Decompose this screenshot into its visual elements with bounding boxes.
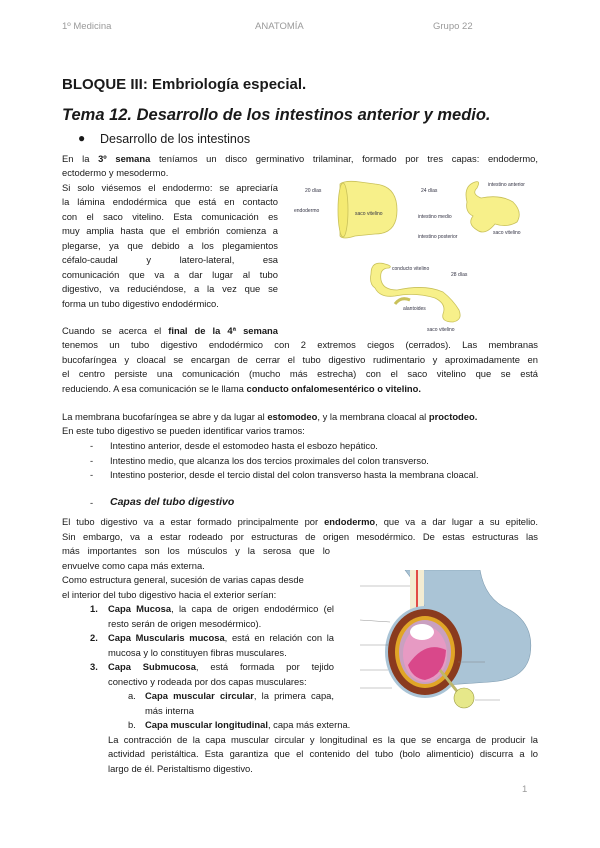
col-line: céfalo-caudal y latero-lateral, esa	[62, 254, 278, 265]
fig-label: 24 días	[421, 188, 438, 194]
yolk-sac-20d	[340, 181, 397, 238]
fig-label: 20 días	[305, 188, 322, 194]
subsection-heading: Capas del tubo digestivo	[110, 496, 235, 508]
text: , capa más externa.	[267, 719, 351, 730]
emphasis: Capa muscular longitudinal	[145, 719, 268, 730]
layer-item-cont: resto serán de origen mesodérmico).	[108, 618, 262, 629]
col-line: plegarse, ya que debido a los plegamientos	[62, 240, 278, 251]
list-letter: b.	[128, 719, 136, 730]
closing-line: largo de él. Peristaltismo digestivo.	[108, 763, 253, 774]
gut-wall-figure	[360, 570, 550, 710]
gland	[454, 688, 474, 708]
block-title: BLOQUE III: Embriología especial.	[62, 76, 307, 93]
text: En la	[62, 153, 99, 164]
text: reduciendo. A esa comunicación se le llama	[62, 383, 247, 394]
embryo-24d	[466, 182, 519, 232]
list-number: 2.	[90, 632, 98, 643]
text: El tubo digestivo va a estar formado principalmente por	[62, 516, 325, 527]
intro-line	[62, 153, 538, 165]
list-item: Intestino medio, que alcanza los dos tercios proximales del colon transverso.	[110, 455, 429, 466]
list-number: 3.	[90, 661, 98, 672]
emphasis: final de la 4ª semana	[168, 325, 278, 336]
dash-marker: -	[90, 469, 94, 480]
para-line: En este tubo digestivo se pueden identificar varios tramos:	[62, 425, 305, 436]
para-line	[62, 411, 477, 423]
text: , la primera capa,	[253, 690, 334, 701]
col-line: muy amplia hasta que el embrión comienza a	[62, 225, 278, 236]
emphasis: Capa Mucosa	[108, 603, 172, 614]
fig-label: saco vitelino	[427, 327, 455, 333]
header-group: Grupo 22	[433, 21, 473, 32]
fig-label: conducto vitelino	[392, 266, 430, 272]
para-line	[62, 383, 421, 395]
emphasis: Capa Submucosa	[108, 661, 196, 672]
para-line	[62, 516, 538, 528]
text: , está formada por tejido	[195, 661, 334, 672]
layer-item-cont: conectivo y rodeada por dos capas musculares:	[108, 676, 307, 687]
emphasis: Capa Muscularis mucosa	[108, 632, 225, 643]
text: , y la membrana cloacal al	[317, 411, 429, 422]
fig-label: saco vitelino	[493, 230, 521, 236]
para-line: bucofaríngea y cloacal se encargan de cerrar el tubo digestivo rudimentario y aproximadamente en	[62, 354, 538, 365]
week4-line	[62, 325, 278, 337]
list-item: Intestino posterior, desde el tercio distal del colon transverso hasta la membrana cloacal.	[110, 469, 479, 480]
text: La membrana bucofaríngea se abre y da lugar al	[62, 411, 268, 422]
emphasis: estomodeo	[267, 411, 318, 422]
col-line: con el saco vitelino. Esta comunicación es	[62, 211, 278, 222]
text: , la capa de origen endodérmico (el	[171, 603, 334, 614]
topic-title: Tema 12. Desarrollo de los intestinos anterior y medio.	[62, 106, 491, 124]
layer-item	[108, 661, 334, 673]
intro-line: ectodermo y mesodermo.	[62, 167, 169, 178]
para-line: Sin embargo, va a estar rodeado por estructuras de origen mesodérmico. De estas estructuras las	[62, 531, 538, 542]
sublayer-item-cont: más interna	[145, 705, 194, 716]
fig-label: intestino medio	[418, 214, 452, 220]
header-subject: ANATOMÍA	[255, 21, 304, 32]
closing-line: actividad peristáltica. Esta garantiza que el contenido del tubo (bolo alimenticio) discurra a lo	[108, 748, 538, 759]
text: teníamos un disco germinativo trilaminar, formado por tres capas: endodermo,	[150, 153, 538, 164]
para-line: Como estructura general, sucesión de varias capas desde	[62, 574, 304, 585]
col-line: forma un tubo digestivo endodérmico.	[62, 298, 219, 309]
sublayer-item	[145, 719, 350, 731]
embryo-gut-figure	[285, 172, 595, 337]
dash-marker: -	[90, 440, 94, 451]
para-line: el interior del tubo digestivo hacia el exterior serían:	[62, 589, 277, 600]
dash-marker: -	[90, 497, 94, 508]
para-line: más importantes son los músculos y la serosa que lo	[62, 545, 330, 556]
list-number: 1.	[90, 603, 98, 614]
layer-item	[108, 632, 334, 644]
emphasis: conducto onfalomesentérico o vitelino.	[246, 383, 421, 394]
text: , que va a dar lugar a su epitelio.	[375, 516, 538, 527]
closing-line: La contracción de la capa muscular circular y longitudinal es la que se encarga de producir la	[108, 734, 538, 745]
emphasis: proctodeo.	[428, 411, 478, 422]
fig-label: alantoides	[403, 306, 426, 312]
fig-label: saco vitelino	[355, 211, 383, 217]
text: , está en relación con la	[224, 632, 334, 643]
fig-label: intestino anterior	[488, 182, 525, 188]
para-line: tenemos un tubo digestivo endodérmico con 2 extremos ciegos (cerrados). Las membranas	[62, 339, 538, 350]
page-number: 1	[522, 784, 528, 795]
fig-label: endodermo	[294, 208, 320, 214]
bullet-icon: ●	[78, 131, 86, 145]
sublayer-item	[145, 690, 334, 702]
col-line: comunicación que va a dar lugar al tubo	[62, 269, 278, 280]
list-letter: a.	[128, 690, 136, 701]
text: Cuando se acerca el	[62, 325, 169, 336]
para-line: el centro persiste una comunicación (mucho más estrecha) con el saco vitelino que se está	[62, 368, 538, 379]
dash-marker: -	[90, 455, 94, 466]
col-line: la lámina endodérmica que está en contacto	[62, 196, 278, 207]
emphasis: 3º semana	[98, 153, 151, 164]
col-line: digestivo, va reduciéndose, a la vez que se	[62, 283, 278, 294]
para-line: envuelve como capa más externa.	[62, 560, 205, 571]
fig-label: intestino posterior	[418, 234, 458, 240]
header-course: 1º Medicina	[62, 21, 112, 32]
endoderm-disc	[338, 183, 348, 237]
emphasis: Capa muscular circular	[145, 690, 254, 701]
col-line: Si solo viésemos el endodermo: se apreciaría	[62, 182, 278, 193]
emphasis: endodermo	[324, 516, 376, 527]
fig-label: 28 días	[451, 272, 468, 278]
list-item: Intestino anterior, desde el estomodeo hasta el esbozo hepático.	[110, 440, 378, 451]
layer-item	[108, 603, 334, 615]
section-heading: Desarrollo de los intestinos	[100, 132, 251, 146]
layer-item-cont: mucosa y lo constituyen fibras musculares.	[108, 647, 287, 658]
